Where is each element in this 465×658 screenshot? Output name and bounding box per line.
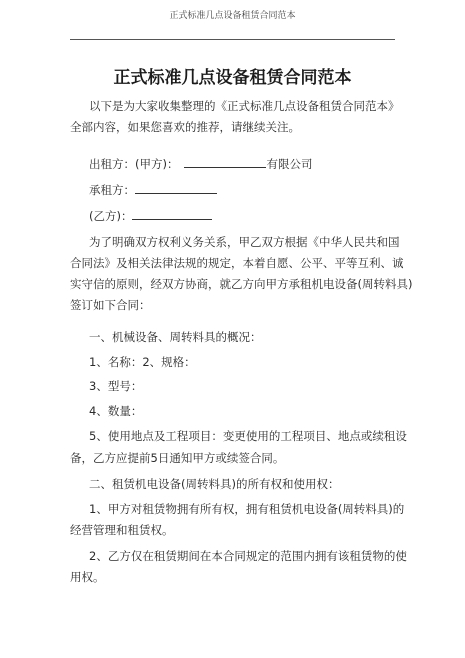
section-1-item-5-line-2: 备，乙方应提前5日通知甲方或续签合同。 xyxy=(70,451,285,465)
intro-line-2: 全部内容，如果您喜欢的推荐，请继续关注。 xyxy=(70,120,300,134)
party-b-name-blank xyxy=(132,208,212,220)
section-2-item-2-line-1: 2、乙方仅在租赁期间在本合同规定的范围内拥有该租赁物的使 xyxy=(89,549,407,563)
party-b-line xyxy=(89,208,389,225)
lessor-label: 出租方：(甲方)： xyxy=(89,157,179,171)
header-divider xyxy=(70,39,395,40)
lessor-suffix: 有限公司 xyxy=(266,157,313,171)
lessee-label: 承租方： xyxy=(89,183,135,197)
lessor-line xyxy=(89,156,389,173)
section-1-item-5-line-1: 5、使用地点及工程项目：变更使用的工程项目、地点或续租设 xyxy=(89,429,407,443)
document-title: 正式标准几点设备租赁合同范本 xyxy=(113,68,352,88)
lessee-line xyxy=(89,182,389,199)
preamble-line-1: 为了明确双方权利义务关系，甲乙双方根据《中华人民共和国 xyxy=(89,235,400,249)
lessor-name-blank xyxy=(184,156,266,168)
section-1-item-4: 4、数量： xyxy=(89,404,143,418)
party-b-label: (乙方)： xyxy=(89,209,133,223)
section-1-heading: 一、机械设备、周转料具的概况： xyxy=(89,330,262,344)
section-2-heading: 二、租赁机电设备(周转料具)的所有权和使用权： xyxy=(89,477,340,491)
preamble-line-2: 合同法》及相关法律法规的规定，本着自愿、公平、平等互利、诚 xyxy=(70,256,404,270)
intro-line-1: 以下是为大家收集整理的《正式标准几点设备租赁合同范本》 xyxy=(89,99,400,113)
section-2-item-2-line-2: 用权。 xyxy=(70,570,105,584)
section-2-item-1-line-2: 经营管理和租赁权。 xyxy=(70,523,174,537)
page-header: 正式标准几点设备租赁合同范本 xyxy=(169,11,296,21)
lessee-name-blank xyxy=(135,182,217,194)
section-1-item-1: 1、名称：2、规格： xyxy=(89,355,196,369)
section-2-item-1-line-1: 1、甲方对租赁物拥有所有权，拥有租赁机电设备(周转料具)的 xyxy=(89,502,405,516)
preamble-line-4: 签订如下合同： xyxy=(70,298,151,312)
preamble-line-3: 实守信的原则，经双方协商，就乙方向甲方承租机电设备(周转料具) xyxy=(70,277,413,291)
section-1-item-3: 3、型号： xyxy=(89,379,143,393)
